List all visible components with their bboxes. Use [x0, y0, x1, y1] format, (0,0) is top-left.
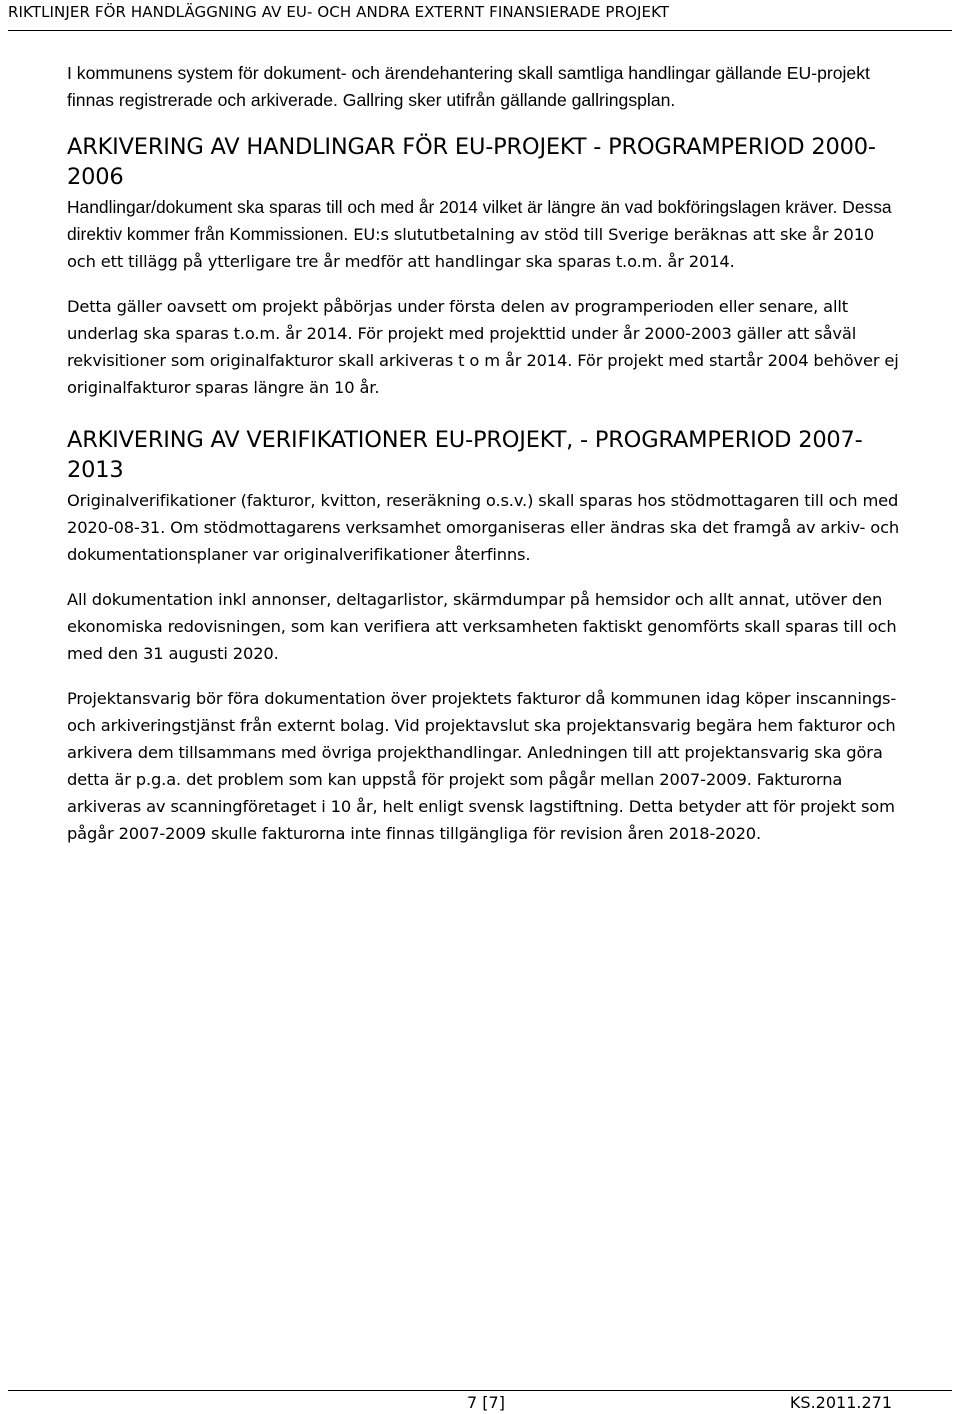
- document-reference: KS.2011.271: [789, 1393, 892, 1412]
- footer-divider: [8, 1390, 952, 1391]
- section-programperiod-2007-2013: [67, 425, 907, 847]
- page-number: 7 [7]: [467, 1393, 505, 1412]
- section-paragraph-rest: EU:s slututbetalning av stöd till Sverige beräknas att ske år 2010 och ett tillägg på ytterligare tre år medför att handlingar ska sparas t.o.m. år 2014.: [67, 225, 875, 271]
- section-paragraph: All dokumentation inkl annonser, deltagarlistor, skärmdumpar på hemsidor och allt annat, utöver den ekonomiska redovisningen, som kan verifiera att verksamheten faktiskt genomförts skall sparas till och med den 31 augusti 2020.: [67, 590, 897, 663]
- section-paragraph: [67, 194, 907, 275]
- section-paragraph: Projektansvarig bör föra dokumentation över projektets fakturor då kommunen idag köper inscannings- och arkiveringstjänst från externt bolag. Vid projektavslut ska projektansvarig begära hem fakturor och arkivera dem tillsammans med övriga projekthandlingar. Anledningen till att projektansvarig ska göra detta är p.g.a. det problem som kan uppstå för projekt som pågår mellan 2007-2009. Fakturorna arkiveras av scanningföretaget i 10 år, helt enligt svensk lagstiftning. Detta betyder att för projekt som pågår 2007-2009 skulle fakturorna inte finnas tillgängliga för revision åren 2018-2020.: [67, 689, 897, 843]
- section-paragraph-lead: Handlingar/dokument ska sparas till och med år 2014 vilket är längre än vad bokföringslagen kräver. Dessa direktiv kommer från Kommissionen.: [67, 197, 892, 244]
- running-header: [8, 0, 952, 31]
- section-heading: ARKIVERING AV VERIFIKATIONER EU-PROJEKT, - PROGRAMPERIOD 2007-2013: [67, 427, 863, 483]
- section-heading: ARKIVERING AV HANDLINGAR FÖR EU-PROJEKT - PROGRAMPERIOD 2000-2006: [67, 134, 876, 190]
- section-programperiod-2000-2006: [67, 132, 907, 401]
- running-header-title: RIKTLINJER FÖR HANDLÄGGNING AV EU- OCH ANDRA EXTERNT FINANSIERADE PROJEKT: [8, 3, 670, 21]
- section-paragraph: Originalverifikationer (fakturor, kvitton, reseräkning o.s.v.) skall sparas hos stödmottagaren till och med 2020-08-31. Om stödmottagarens verksamhet omorganiseras eller ändras ska det framgå av arkiv- och dokumentationsplaner var originalverifikationer återfinns.: [67, 491, 900, 564]
- document-body: [67, 60, 907, 865]
- intro-paragraph: I kommunens system för dokument- och ärendehantering skall samtliga handlingar gällande EU-projekt finnas registrerade och arkiverade. Gallring sker utifrån gällande gallringsplan.: [67, 63, 870, 110]
- section-paragraph: Detta gäller oavsett om projekt påbörjas under första delen av programperioden eller senare, allt underlag ska sparas t.o.m. år 2014. För projekt med projekttid under år 2000-2003 gäller att såväl rekvisitioner som originalfakturor skall arkiveras t o m år 2014. För projekt med startår 2004 behöver ej originalfakturor sparas längre än 10 år.: [67, 297, 899, 397]
